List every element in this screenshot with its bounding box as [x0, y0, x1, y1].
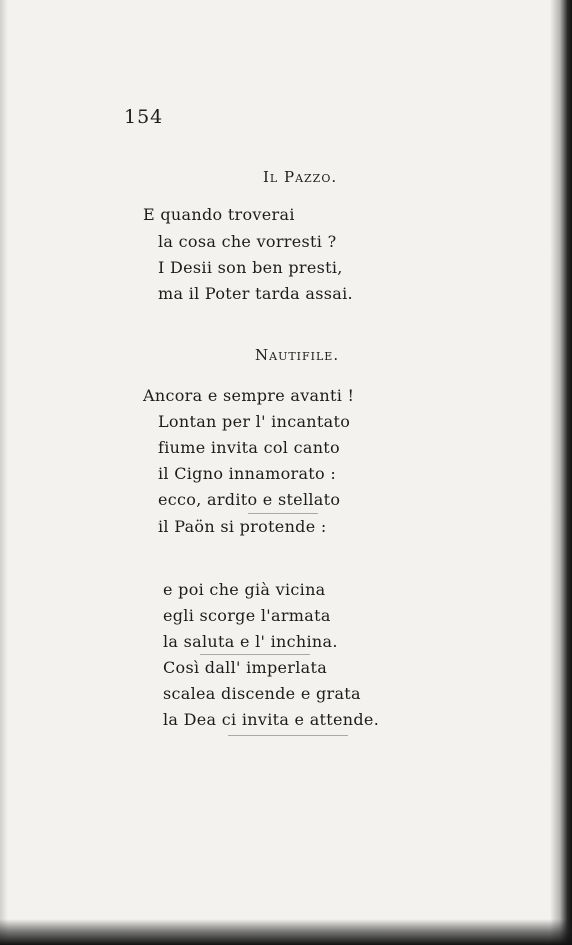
binding-gutter	[550, 0, 572, 945]
verse-line: e poi che già vicina	[163, 580, 326, 599]
verse-line: la cosa che vorresti ?	[158, 232, 337, 251]
verse-line: Lontan per l' incantato	[158, 412, 351, 431]
verse-line: E quando troverai	[143, 205, 295, 224]
verse-line: ma il Poter tarda assai.	[158, 284, 353, 303]
speaker-heading-nautifile: Nautifile.	[255, 346, 340, 364]
verse-line: ecco, ardito e stellato	[158, 490, 341, 509]
verse-line: Ancora e sempre avanti !	[143, 386, 355, 405]
verse-line: I Desii son ben presti,	[158, 258, 343, 277]
verse-line: il Cigno innamorato :	[158, 464, 337, 483]
verse-line: la Dea ci invita e attende.	[163, 710, 380, 729]
page-bottom-edge	[0, 919, 572, 945]
verse-line: il Paön si protende :	[158, 517, 327, 536]
verse-line: egli scorge l'armata	[163, 606, 331, 625]
page-left-edge	[0, 0, 8, 945]
pencil-mark	[228, 735, 348, 736]
pencil-mark	[200, 654, 310, 655]
speaker-heading-il-pazzo: Il Pazzo.	[263, 168, 338, 186]
pencil-mark	[248, 513, 318, 514]
verse-line: Così dall' imperlata	[163, 658, 328, 677]
page-number: 154	[124, 106, 164, 128]
verse-line: la saluta e l' inchina.	[163, 632, 338, 651]
verse-line: scalea discende e grata	[163, 684, 361, 703]
verse-line: fiume invita col canto	[158, 438, 340, 457]
